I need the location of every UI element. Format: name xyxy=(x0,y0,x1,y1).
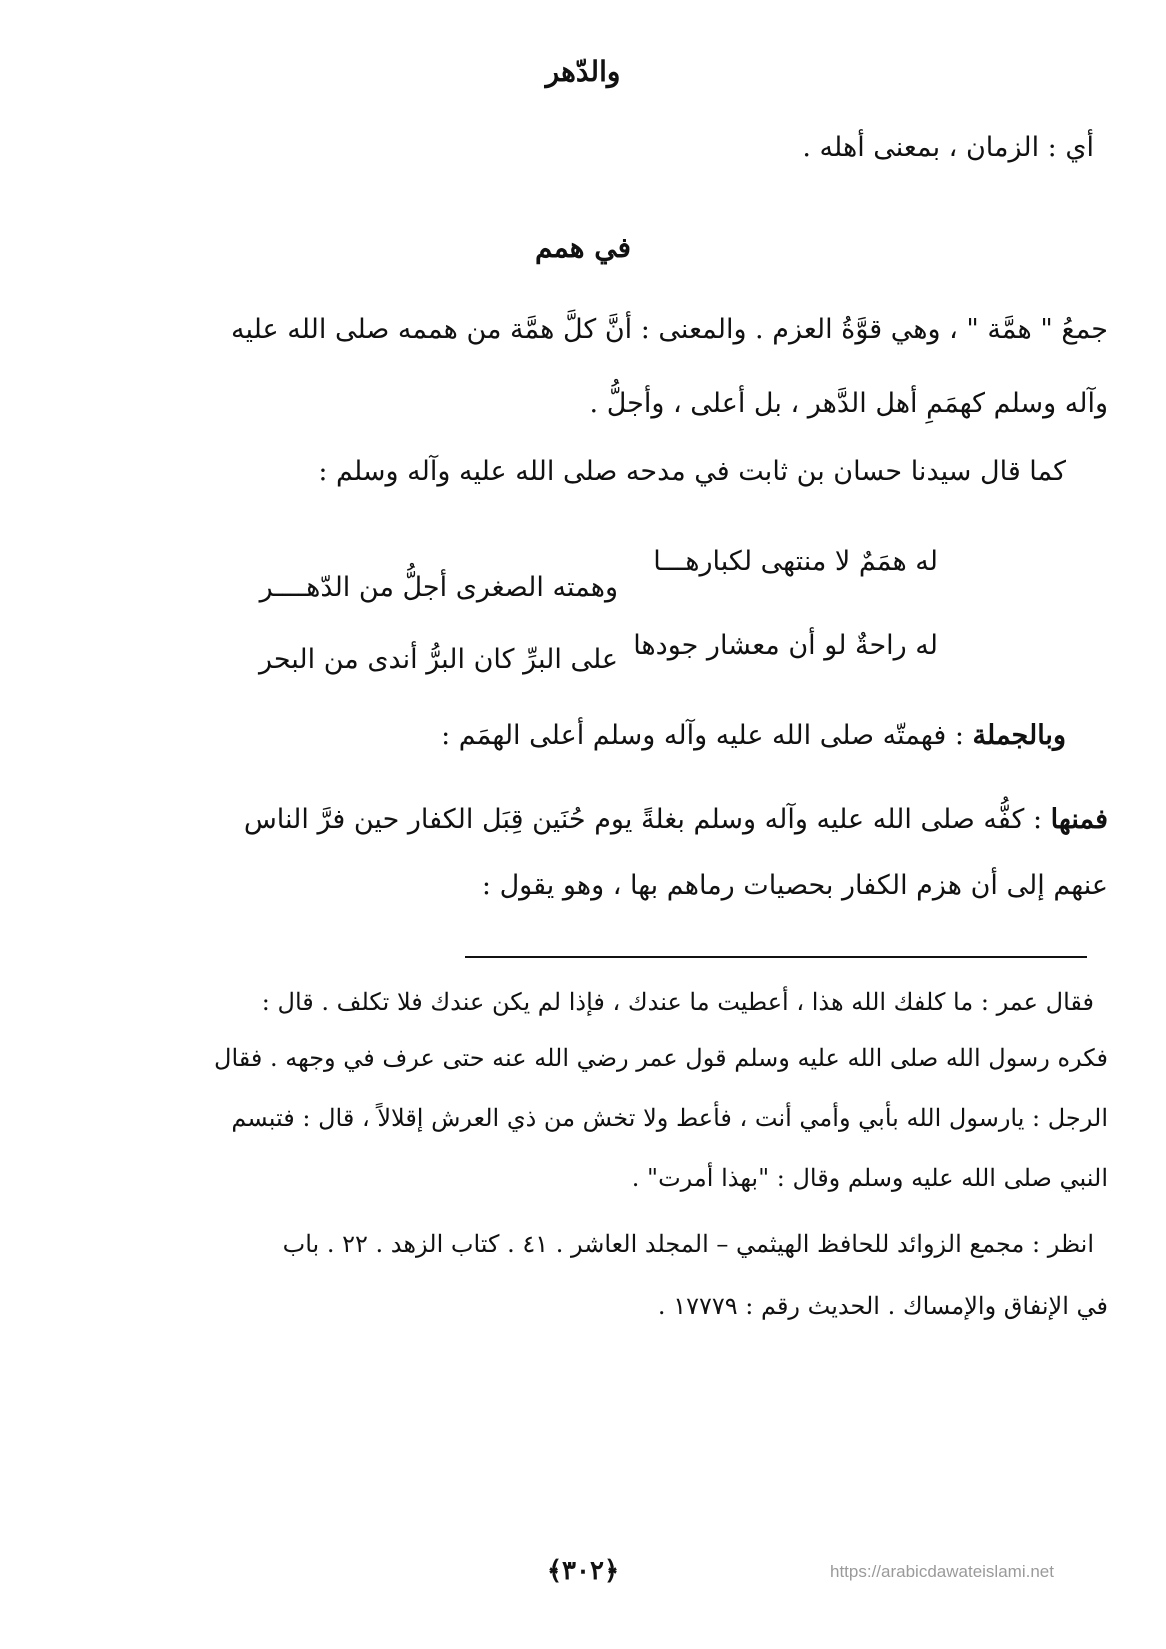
paragraph4-line2: عنهم إلى أن هزم الكفار بحصيات رماهم بها ، وهو يقول : xyxy=(481,870,1108,901)
paragraph3-text: : فهمتّه صلى الله عليه وآله وسلم أعلى الهمَم : xyxy=(441,720,973,751)
verse2-second-hemistich: على البرِّ كان البرُّ أندى من البحر xyxy=(258,644,618,675)
section-heading: في همم xyxy=(534,231,632,264)
footnote-line1: فقال عمر : ما كلفك الله هذا ، أعطيت ما عندك ، فإذا لم يكن عندك فلا تكلف . قال : xyxy=(261,988,1094,1016)
paragraph1-line1: جمعُ " همَّة " ، وهي قوَّةُ العزم . والمعنى : أنَّ كلَّ همَّة من هممه صلى الله عليه xyxy=(231,314,1108,345)
paragraph4-lead: فمنها xyxy=(1050,804,1108,835)
verse1-first-hemistich: له همَمٌ لا منتهى لكبارهـــا xyxy=(653,546,938,577)
paragraph1-line2: وآله وسلم كهمَمِ أهل الدَّهر ، بل أعلى ، وأجلُّ . xyxy=(589,388,1108,419)
paragraph4-text: : كفُّه صلى الله عليه وآله وسلم بغلةً يوم حُنَين قِبَل الكفار حين فرَّ الناس xyxy=(243,804,1051,835)
watermark-url: https://arabicdawateislami.net xyxy=(830,1562,1054,1581)
footnote-divider xyxy=(465,956,1087,958)
paragraph4-line1 xyxy=(244,800,1108,840)
footnote-line6: في الإنفاق والإمساك . الحديث رقم : ١٧٧٧٩ . xyxy=(657,1292,1108,1320)
footnote-line4: النبي صلى الله عليه وسلم وقال : "بهذا أمرت" . xyxy=(631,1164,1108,1192)
heading-top: والدّهر xyxy=(545,55,621,88)
paragraph3 xyxy=(441,716,1066,756)
verse2-first-hemistich: له راحةٌ لو أن معشار جودها xyxy=(633,630,938,661)
paragraph2-line1: كما قال سيدنا حسان بن ثابت في مدحه صلى الله عليه وآله وسلم : xyxy=(318,456,1066,487)
footnote-line3: الرجل : يارسول الله بأبي وأمي أنت ، فأعط ولا تخش من ذي العرش إقلالاً ، قال : فتبسم xyxy=(231,1104,1108,1132)
verse1-second-hemistich: وهمته الصغرى أجلُّ من الدّهــــر xyxy=(259,572,618,603)
paragraph3-lead: وبالجملة xyxy=(972,720,1066,751)
meaning-line: أي : الزمان ، بمعنى أهله . xyxy=(802,132,1094,163)
footnote-line5: انظر : مجمع الزوائد للحافظ الهيثمي – المجلد العاشر . ٤١ . كتاب الزهد . ٢٢ . باب xyxy=(282,1230,1094,1258)
footnote-line2: فكره رسول الله صلى الله عليه وسلم قول عمر رضي الله عنه حتى عرف في وجهه . فقال xyxy=(214,1044,1108,1072)
page-number: ﴿٣٠٢﴾ xyxy=(546,1556,620,1586)
